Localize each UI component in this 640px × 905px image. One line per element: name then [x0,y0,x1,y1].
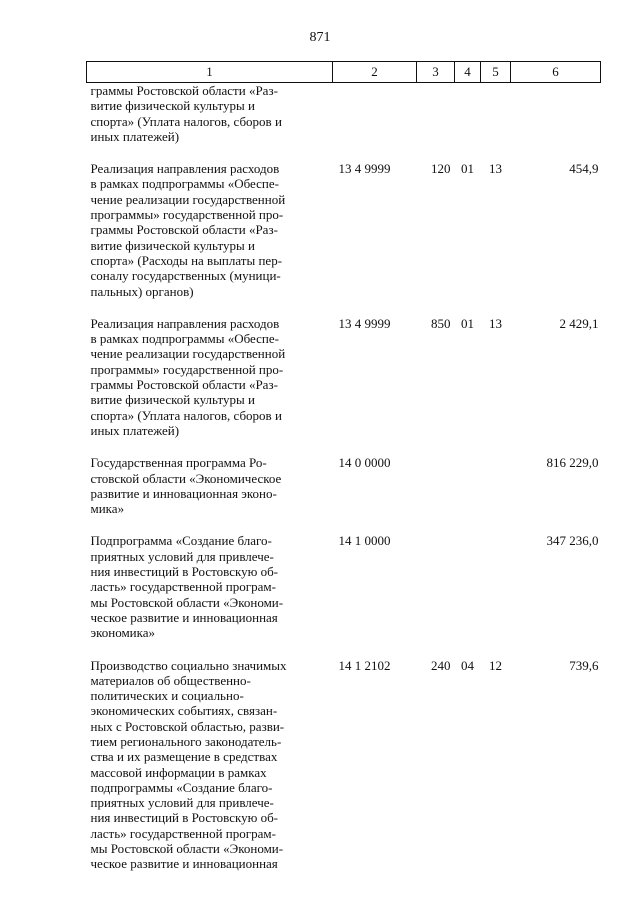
row-name-line: в рамках подпрограммы «Обеспе- [90,331,279,347]
row-name-line: Реализация направления расходов [90,315,280,331]
row-name-line: Подпрограмма «Создание благо- [90,533,272,549]
row-pr-cell [481,83,511,145]
row-name-line: материалов об общественно- [90,672,251,688]
row-name-line: приятных условий для привлече- [90,548,274,564]
row-name-line: ния инвестиций в Ростовскую об- [90,564,279,580]
row-rz-cell [455,516,481,640]
row-sum-cell: 816 229,0 [546,455,599,471]
row-name-line: ласть» государственной програм- [90,825,276,841]
row-name-line: приятных условий для привлече- [90,795,274,811]
row-csr-cell: 13 4 9999 [338,161,391,177]
row-sum-cell [511,83,601,145]
row-vr-cell [417,438,455,516]
table-row [87,83,601,145]
row-name-line: массовой информации в рамках [90,764,267,780]
row-name-line: витие физической культуры и [90,237,255,253]
row-name-line: соналу государственных (муници- [90,268,281,284]
row-pr-cell: 13 [489,161,502,177]
row-name-line: мы Ростовской области «Экономи- [90,594,284,610]
row-vr-cell: 240 [431,657,451,673]
row-rz-cell: 04 [461,657,474,673]
row-name-line: мы Ростовской области «Экономи- [90,841,284,857]
row-name-line: ческое развитие и инновационная [90,856,278,872]
row-vr-cell: 120 [431,161,451,177]
row-name-line: спорта» (Уплата налогов, сборов и [90,113,282,129]
row-sum-cell: 2 429,1 [559,315,599,331]
row-pr-cell [481,516,511,640]
table-header-row [87,62,601,83]
row-name-line: витие физической культуры и [90,392,255,408]
column-header-1: 1 [87,62,333,83]
row-name-line: экономических событиях, связан- [90,703,278,719]
page-number: 871 [309,30,331,45]
row-name-line: программы» государственной про- [90,361,284,377]
table-row [87,516,601,640]
column-header-4: 4 [455,62,481,83]
row-sum-cell: 739,6 [569,657,599,673]
row-csr-cell: 14 0 0000 [338,455,391,471]
row-rz-cell: 01 [461,315,474,331]
table-row [87,438,601,516]
row-name-line: Реализация направления расходов [90,161,280,177]
row-csr-cell: 14 1 2102 [338,657,391,673]
column-header-6: 6 [511,62,601,83]
row-name-line: подпрограммы «Создание благо- [90,779,273,795]
row-name-line: чение реализации государственной [90,191,286,207]
row-rz-cell [455,83,481,145]
row-name-line: мика» [90,501,125,517]
row-name-line: экономика» [90,625,156,641]
row-name-line: развитие и инновационная эконо- [90,485,277,501]
row-pr-cell [481,438,511,516]
row-rz-cell: 01 [461,161,474,177]
row-name-line: ческое развитие и инновационная [90,609,278,625]
table-row [87,641,601,872]
row-name-line: иных платежей) [90,128,180,144]
row-name-line: ласть» государственной програм- [90,579,276,595]
row-name-line: спорта» (Уплата налогов, сборов и [90,407,282,423]
row-name-cell [87,144,333,299]
row-pr-cell: 13 [489,315,502,331]
row-name-line: граммы Ростовской области «Раз- [90,222,278,238]
column-header-2: 2 [333,62,417,83]
row-name-line: граммы Ростовской области «Раз- [90,83,278,98]
row-name-line: спорта» (Расходы на выплаты пер- [90,252,283,268]
row-name-line: ния инвестиций в Ростовскую об- [90,810,279,826]
row-rz-cell [455,438,481,516]
row-name-line: Производство социально значимых [90,657,287,673]
column-header-5: 5 [481,62,511,83]
row-name-line: программы» государственной про- [90,207,284,223]
row-name-cell [87,299,333,438]
table-body [87,83,601,872]
row-name-cell [87,641,333,872]
row-name-line: политических и социально- [90,688,244,704]
budget-table [86,61,601,872]
table-row [87,144,601,299]
row-name-line: пальных) органов) [90,283,194,299]
row-name-line: чение реализации государственной [90,346,286,362]
row-name-cell [87,516,333,640]
row-name-line: ных с Ростовской областью, разви- [90,718,285,734]
row-name-line: витие физической культуры и [90,98,255,114]
row-name-line: тием регионального законодатель- [90,733,282,749]
row-name-line: иных платежей) [90,422,180,438]
row-csr-cell: 13 4 9999 [338,315,391,331]
row-sum-cell: 454,9 [569,161,599,177]
row-name-line: ства и их размещение в средствах [90,749,278,765]
row-name-cell [87,83,333,145]
row-name-line: стовской области «Экономическое [90,470,282,486]
row-sum-cell: 347 236,0 [546,533,599,549]
row-vr-cell: 850 [431,315,451,331]
row-csr-cell [333,83,417,145]
row-csr-cell: 14 1 0000 [338,533,391,549]
column-header-3: 3 [417,62,455,83]
row-vr-cell [417,83,455,145]
row-name-cell [87,438,333,516]
row-pr-cell: 12 [489,657,502,673]
row-vr-cell [417,516,455,640]
row-name-line: граммы Ростовской области «Раз- [90,377,278,393]
table-row [87,299,601,438]
row-name-line: в рамках подпрограммы «Обеспе- [90,176,279,192]
row-name-line: Государственная программа Ро- [90,455,267,471]
